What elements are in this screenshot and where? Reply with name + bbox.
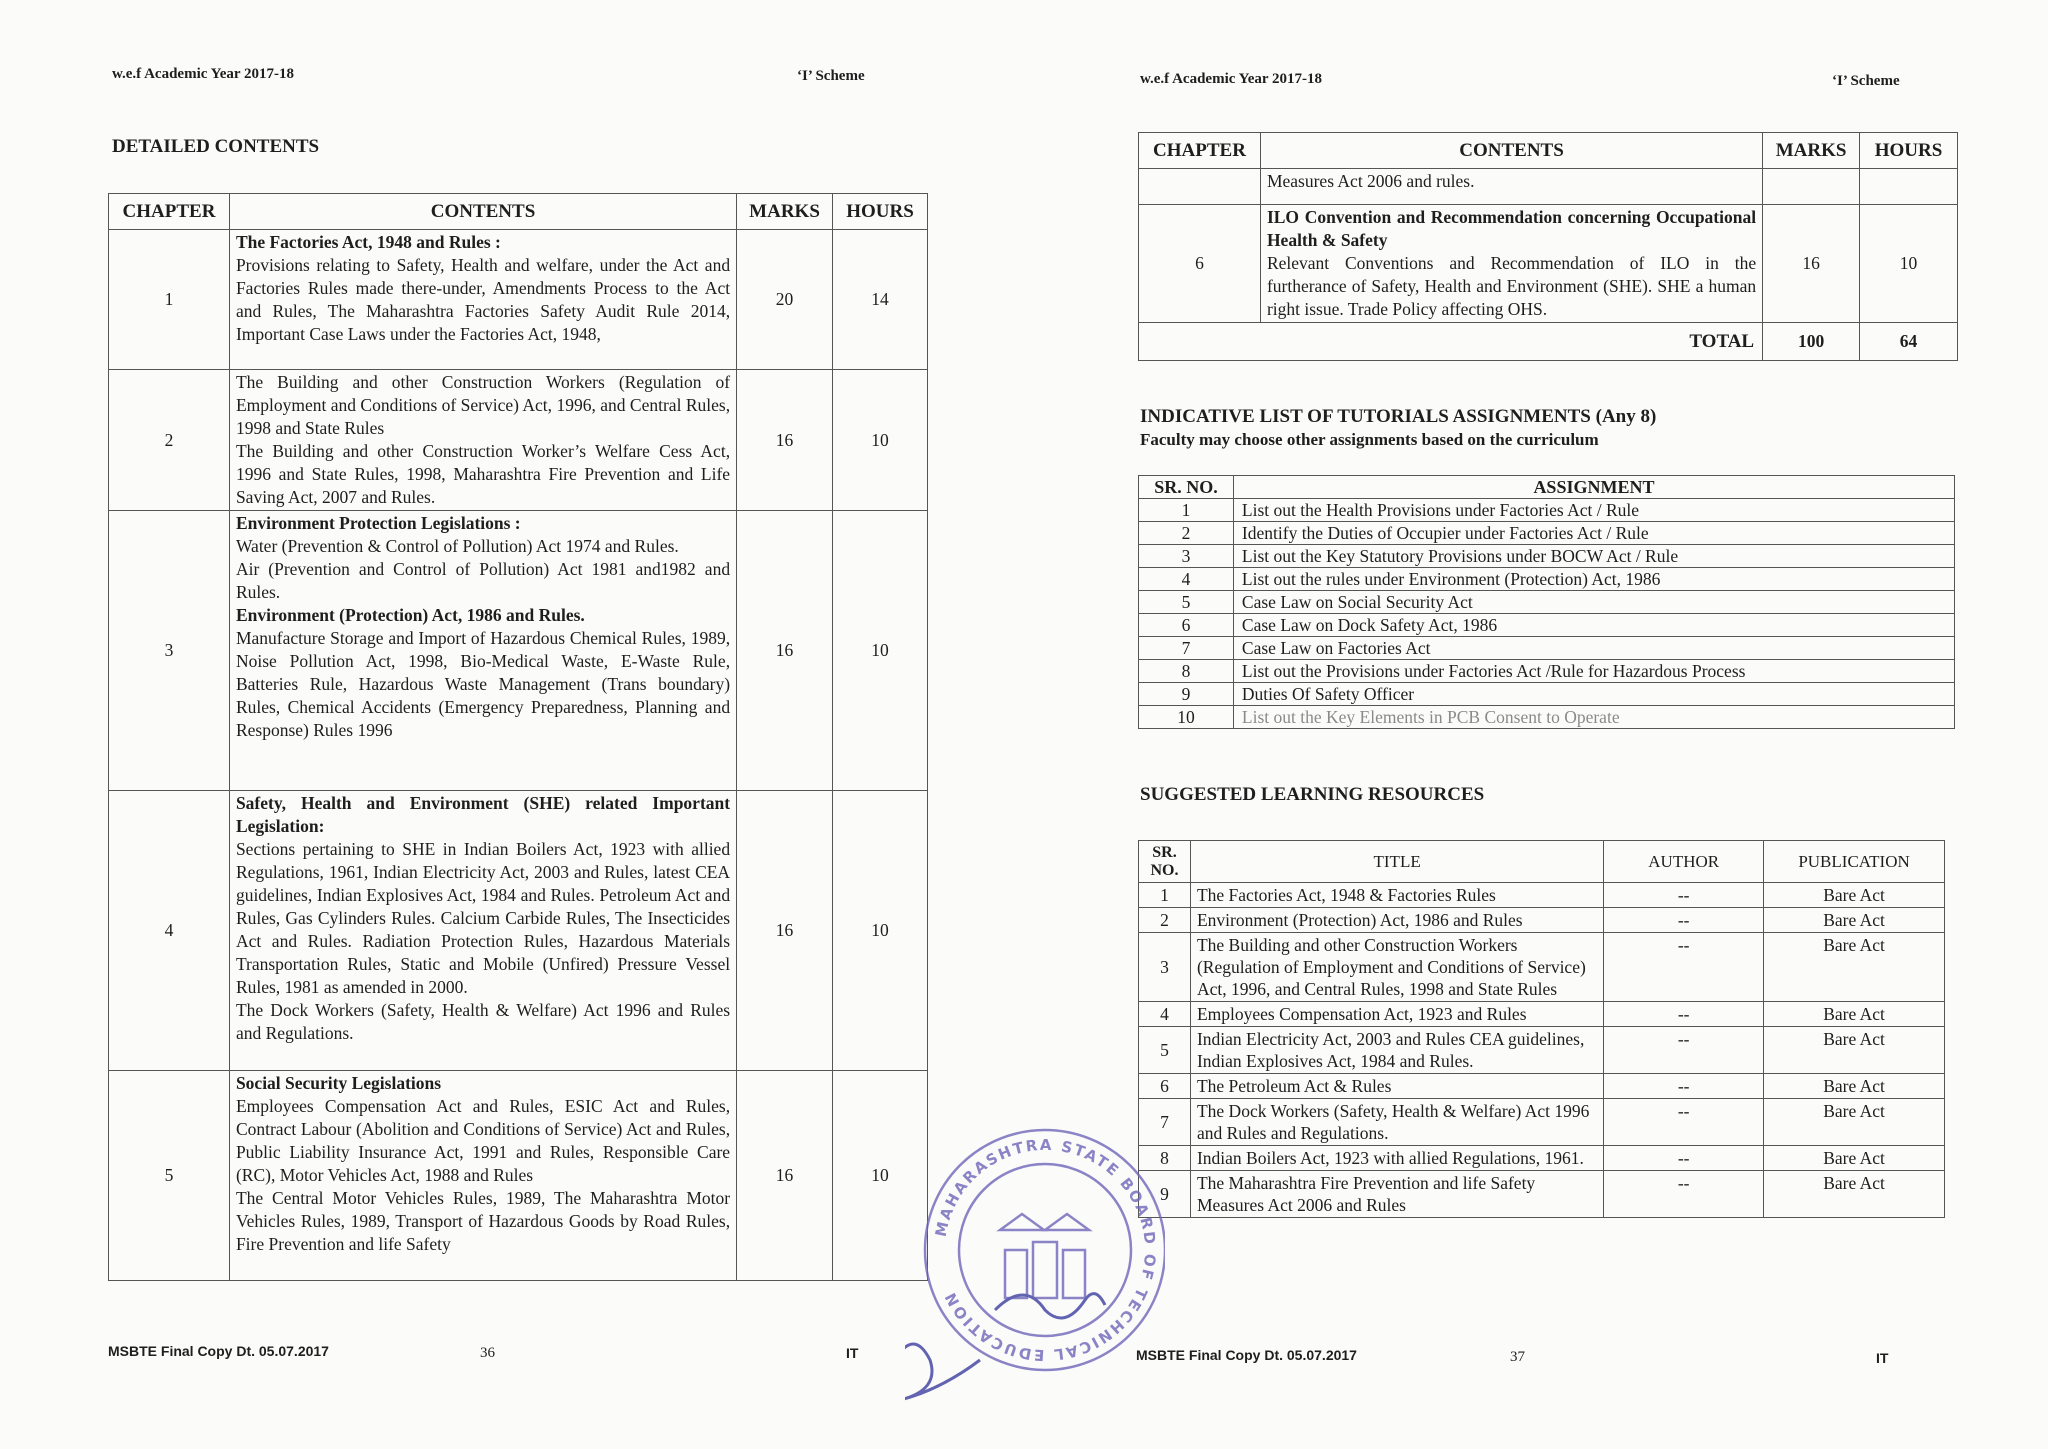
chapter-marks: 16 [737, 370, 833, 511]
table-row [1139, 568, 1955, 591]
resource-author: -- [1604, 908, 1764, 933]
chapter-contents [229, 511, 736, 791]
chapter-heading: Social Security Legislations [235, 1073, 442, 1093]
chapter-text: Relevant Conventions and Recommendation of ILO in the furtherance of Safety, Health and Environment (SHE). SHE a human right issue. Trade Policy affecting OHS. [1266, 253, 1757, 319]
sr-no: 4 [1139, 568, 1234, 591]
seal-text: MAHARASHTRA STATE BOARD OF TECHNICAL EDUCATION [931, 1135, 1160, 1365]
table-row [1139, 660, 1955, 683]
chapter-text: The Building and other Construction Workers (Regulation of Employment and Conditions of Service) Act, 1996, and Central Rules, 1998 and State Rules [235, 372, 731, 438]
assignment-text: Case Law on Factories Act [1233, 637, 1954, 660]
chapter-heading: Safety, Health and Environment (SHE) related Important Legislation: [235, 793, 731, 836]
chapter-marks: 20 [737, 230, 833, 370]
table-row [1139, 1027, 1945, 1074]
chapter-heading: ILO Convention and Recommendation concerning Occupational Health & Safety [1266, 207, 1757, 250]
col-contents: CONTENTS [229, 194, 736, 230]
seal-emblem-block-3 [1063, 1250, 1085, 1298]
footer-branch: IT [846, 1345, 859, 1361]
chapter-number: 5 [109, 1071, 230, 1281]
assignments-table [1138, 475, 1955, 729]
table-row [1139, 637, 1955, 660]
resource-title: Indian Electricity Act, 2003 and Rules CEA guidelines, Indian Explosives Act, 1984 and Rules. [1190, 1027, 1603, 1074]
page-number: 37 [1510, 1349, 1525, 1365]
chapter-marks: 16 [1763, 205, 1860, 323]
institution-seal-stamp [905, 1120, 1165, 1420]
assignment-text: List out the Provisions under Factories Act /Rule for Hazardous Process [1233, 660, 1954, 683]
chapter-marks: 16 [737, 1071, 833, 1281]
chapter-text: Employees Compensation Act and Rules, ESIC Act and Rules, Contract Labour (Abolition and Conditions of Service) Act and Rules, Public Liability Insurance Act, 1991 and Rules, Responsible Care (RC), Motor Vehicles Act, 1988 and Rules [235, 1096, 731, 1185]
col-title: TITLE [1190, 841, 1603, 883]
col-author: AUTHOR [1604, 841, 1764, 883]
resource-title: Environment (Protection) Act, 1986 and Rules [1190, 908, 1603, 933]
table-row [109, 791, 928, 1071]
chapter-number: 3 [109, 511, 230, 791]
seal-emblem-left [1000, 1214, 1044, 1230]
table-row [1139, 1074, 1945, 1099]
resource-title: The Building and other Construction Workers (Regulation of Employment and Conditions of Service) Act, 1996, and Central Rules, 1998 and State Rules [1190, 933, 1603, 1002]
chapter-text-2: The Building and other Construction Worker’s Welfare Cess Act, 1996 and State Rules, 1998, Maharashtra Fire Prevention and Life Saving Act, 2007 and Rules. [235, 441, 731, 507]
resources-title: SUGGESTED LEARNING RESOURCES [1140, 784, 1485, 805]
table-header-row [1139, 476, 1955, 499]
chapter-hours: 10 [1860, 205, 1958, 323]
resource-publication: Bare Act [1764, 1099, 1945, 1146]
chapter-text-2: The Dock Workers (Safety, Health & Welfare) Act 1996 and Rules and Regulations. [235, 1000, 731, 1043]
resource-publication: Bare Act [1764, 1002, 1945, 1027]
chapter-marks: 16 [737, 511, 833, 791]
resource-publication: Bare Act [1764, 1171, 1945, 1218]
chapter-contents [229, 230, 736, 370]
table-row [1139, 683, 1955, 706]
sr-no: 3 [1139, 933, 1191, 1002]
table-row [1139, 908, 1945, 933]
section-title-detailed-contents: DETAILED CONTENTS [112, 136, 320, 157]
sr-no: 1 [1139, 883, 1191, 908]
sr-no: 6 [1139, 614, 1234, 637]
col-contents: CONTENTS [1260, 133, 1762, 169]
assignment-text: List out the Health Provisions under Factories Act / Rule [1233, 499, 1954, 522]
chapter-text: Sections pertaining to SHE in Indian Boilers Act, 1923 with allied Regulations, 1961, Indian Electricity Act, 2003 and Rules, latest CEA guidelines, Indian Explosives Act, 1984 and Rules. Petroleum Act and Rules, Gas Cylinders Rules. Calcium Carbide Rules, The Insecticides Act and Rules. Radiation Protection Rules, Hazardous Materials Transportation Rules, Static and Mobile (Unfired) Pressure Vessel Rules, 1981 as amended in 2000. [235, 839, 731, 997]
chapter-hours: 10 [833, 1071, 928, 1281]
header-scheme: ‘I’ Scheme [797, 68, 865, 84]
table-row [1139, 522, 1955, 545]
chapter-hours: 14 [833, 230, 928, 370]
table-row [1139, 205, 1958, 323]
table-row [1139, 883, 1945, 908]
footer-copy-date: MSBTE Final Copy Dt. 05.07.2017 [1136, 1347, 1357, 1363]
resource-author: -- [1604, 1099, 1764, 1146]
seal-emblem-block-1 [1005, 1250, 1027, 1298]
tutorials-title: INDICATIVE LIST OF TUTORIALS ASSIGNMENTS (Any 8) [1140, 406, 1657, 427]
resource-publication: Bare Act [1764, 1146, 1945, 1171]
sr-no: 8 [1139, 1146, 1191, 1171]
resource-author: -- [1604, 1171, 1764, 1218]
chapter-heading: Environment Protection Legislations : [235, 513, 521, 533]
sr-no: 5 [1139, 1027, 1191, 1074]
table-row [109, 1071, 928, 1281]
sr-no: 7 [1139, 1099, 1191, 1146]
assignment-text: List out the Key Elements in PCB Consent to Operate [1233, 706, 1954, 729]
col-sr-no: SR. NO. [1139, 476, 1234, 499]
table-row [1139, 169, 1958, 205]
resource-publication: Bare Act [1764, 933, 1945, 1002]
table-row [1139, 1146, 1945, 1171]
chapter-marks: 16 [737, 791, 833, 1071]
footer-copy-date: MSBTE Final Copy Dt. 05.07.2017 [108, 1343, 329, 1359]
chapter-contents [229, 370, 736, 511]
empty-cell [1139, 169, 1261, 205]
learning-resources-table [1138, 840, 1945, 1218]
table-row [1139, 706, 1955, 729]
sr-no: 7 [1139, 637, 1234, 660]
table-row [109, 230, 928, 370]
assignment-text: Identify the Duties of Occupier under Factories Act / Rule [1233, 522, 1954, 545]
seal-emblem-right [1045, 1214, 1089, 1230]
col-chapter: CHAPTER [1139, 133, 1261, 169]
resource-title: The Maharashtra Fire Prevention and life Safety Measures Act 2006 and Rules [1190, 1171, 1603, 1218]
table-row [109, 370, 928, 511]
resource-title: The Dock Workers (Safety, Health & Welfare) Act 1996 and Rules and Regulations. [1190, 1099, 1603, 1146]
resource-publication: Bare Act [1764, 1074, 1945, 1099]
table-row [1139, 614, 1955, 637]
resource-author: -- [1604, 1146, 1764, 1171]
detailed-contents-continued-table [1138, 132, 1958, 361]
resource-publication: Bare Act [1764, 883, 1945, 908]
resource-author: -- [1604, 1002, 1764, 1027]
chapter-hours: 10 [833, 791, 928, 1071]
assignment-text: Case Law on Dock Safety Act, 1986 [1233, 614, 1954, 637]
table-row [1139, 1002, 1945, 1027]
table-header-row [109, 194, 928, 230]
empty-cell [1763, 169, 1860, 205]
sr-no: 2 [1139, 522, 1234, 545]
signature-initials [905, 1344, 980, 1400]
page-number: 36 [480, 1345, 495, 1361]
resource-author: -- [1604, 1027, 1764, 1074]
col-hours: HOURS [833, 194, 928, 230]
assignment-text: List out the rules under Environment (Protection) Act, 1986 [1233, 568, 1954, 591]
resource-title: The Petroleum Act & Rules [1190, 1074, 1603, 1099]
assignment-text: Duties Of Safety Officer [1233, 683, 1954, 706]
chapter-contents [1260, 205, 1762, 323]
table-header-row [1139, 133, 1958, 169]
total-label: TOTAL [1139, 323, 1763, 361]
resource-title: Employees Compensation Act, 1923 and Rules [1190, 1002, 1603, 1027]
total-marks: 100 [1763, 323, 1860, 361]
col-assignment: ASSIGNMENT [1233, 476, 1954, 499]
total-row [1139, 323, 1958, 361]
chapter-contents [229, 1071, 736, 1281]
chapter-number: 4 [109, 791, 230, 1071]
col-marks: MARKS [737, 194, 833, 230]
resource-title: The Factories Act, 1948 & Factories Rules [1190, 883, 1603, 908]
chapter-hours: 10 [833, 370, 928, 511]
col-chapter: CHAPTER [109, 194, 230, 230]
sr-no: 8 [1139, 660, 1234, 683]
right-page [1100, 0, 2048, 1449]
seal-outer-ring [925, 1130, 1165, 1370]
table-row [109, 511, 928, 791]
continued-contents: Measures Act 2006 and rules. [1260, 169, 1762, 205]
chapter-heading-2: Environment (Protection) Act, 1986 and Rules. [235, 605, 585, 625]
col-publication: PUBLICATION [1764, 841, 1945, 883]
chapter-number: 2 [109, 370, 230, 511]
chapter-text-2: The Central Motor Vehicles Rules, 1989, The Maharashtra Motor Vehicles Rules, 1989, Transport of Hazardous Goods by Road Rules, Fire Prevention and life Safety [235, 1188, 731, 1254]
resource-author: -- [1604, 933, 1764, 1002]
table-row [1139, 499, 1955, 522]
sr-no: 5 [1139, 591, 1234, 614]
col-marks: MARKS [1763, 133, 1860, 169]
sr-no: 6 [1139, 1074, 1191, 1099]
chapter-text-2: Air (Prevention and Control of Pollution) Act 1981 and1982 and Rules. [235, 559, 731, 602]
header-scheme: ‘I’ Scheme [1832, 73, 1900, 89]
detailed-contents-table [108, 193, 928, 1281]
assignment-text: Case Law on Social Security Act [1233, 591, 1954, 614]
empty-cell [1860, 169, 1958, 205]
resource-title: Indian Boilers Act, 1923 with allied Regulations, 1961. [1190, 1146, 1603, 1171]
chapter-text: Provisions relating to Safety, Health and welfare, under the Act and Factories Rules made there-under, Amendments Process to the Act and Rules, The Maharashtra Factories Safety Audit Rule 2014, Important Case Laws under the Factories Act, 1948, [235, 255, 731, 344]
sr-no: 1 [1139, 499, 1234, 522]
chapter-number: 1 [109, 230, 230, 370]
table-row [1139, 1171, 1945, 1218]
table-row [1139, 933, 1945, 1002]
tutorials-subtitle: Faculty may choose other assignments based on the curriculum [1140, 430, 1599, 449]
col-hours: HOURS [1860, 133, 1958, 169]
header-academic-year: w.e.f Academic Year 2017-18 [1140, 71, 1323, 87]
resource-author: -- [1604, 883, 1764, 908]
sr-no: 3 [1139, 545, 1234, 568]
table-row [1139, 545, 1955, 568]
seal-emblem-block-2 [1033, 1242, 1057, 1298]
chapter-heading: The Factories Act, 1948 and Rules : [235, 232, 501, 252]
sr-no: 10 [1139, 706, 1234, 729]
footer-branch: IT [1876, 1350, 1889, 1366]
col-sr-no: SR. NO. [1139, 841, 1191, 883]
resource-publication: Bare Act [1764, 1027, 1945, 1074]
resource-author: -- [1604, 1074, 1764, 1099]
header-academic-year: w.e.f Academic Year 2017-18 [112, 66, 295, 82]
sr-no: 9 [1139, 1171, 1191, 1218]
table-row [1139, 591, 1955, 614]
chapter-contents [229, 791, 736, 1071]
total-hours: 64 [1860, 323, 1958, 361]
chapter-hours: 10 [833, 511, 928, 791]
table-row [1139, 1099, 1945, 1146]
chapter-number: 6 [1139, 205, 1261, 323]
chapter-text: Water (Prevention & Control of Pollution) Act 1974 and Rules. [235, 536, 679, 556]
sr-no: 9 [1139, 683, 1234, 706]
resource-publication: Bare Act [1764, 908, 1945, 933]
table-header-row [1139, 841, 1945, 883]
sr-no: 2 [1139, 908, 1191, 933]
chapter-text-3: Manufacture Storage and Import of Hazardous Chemical Rules, 1989, Noise Pollution Act, 1998, Bio-Medical Waste, E-Waste Rule, Batteries Rule, Hazardous Waste Management (Trans boundary) Rules, Chemical Accidents (Emergency Preparedness, Planning and Response) Rules 1996 [235, 628, 731, 740]
assignment-text: List out the Key Statutory Provisions under BOCW Act / Rule [1233, 545, 1954, 568]
sr-no: 4 [1139, 1002, 1191, 1027]
